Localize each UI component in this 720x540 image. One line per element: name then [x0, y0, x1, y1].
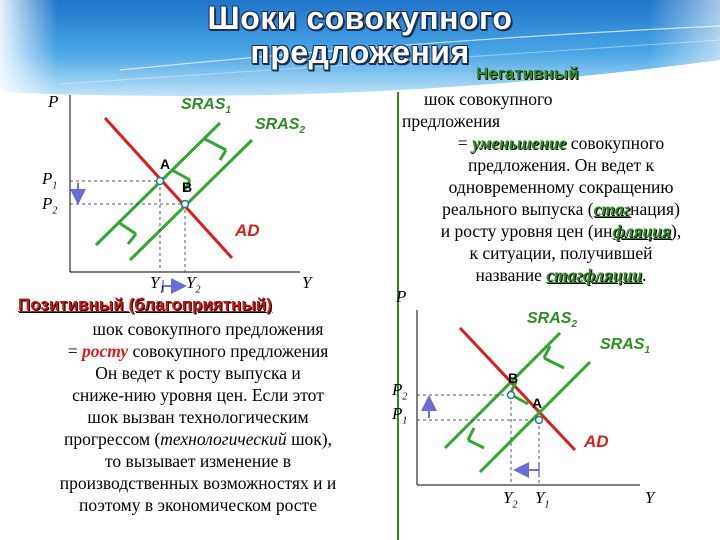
- right-sras2-curve: [445, 333, 560, 448]
- right-sras1-curve: [480, 362, 590, 472]
- left-line-3: Он ведет к росту выпуска и: [95, 363, 301, 383]
- right-line-5: одновременному сокращению: [448, 177, 674, 197]
- left-y2-label: $Y_2$: [186, 273, 201, 296]
- left-sras1-label: $SRAS_1$: [181, 96, 232, 117]
- right-sras1-label: $SRAS_1$: [600, 336, 651, 357]
- left-heading: Позитивный (благоприятный): [18, 295, 272, 314]
- right-p1-label: $P_1$: [392, 404, 408, 427]
- left-graph: [0, 0, 400, 320]
- right-axis-p-label: P: [396, 287, 407, 306]
- left-point-b-label: B: [182, 179, 193, 195]
- left-point-a: [157, 178, 164, 185]
- left-line-2: = росту совокупного предложения: [67, 341, 329, 361]
- left-sras2-label: $SRAS_2$: [255, 116, 306, 137]
- right-line-8: к ситуации, получившей: [469, 243, 653, 263]
- right-line-3: = уменьшение совокупного: [457, 133, 665, 153]
- left-sras2-curve: [130, 140, 252, 260]
- right-guides: [417, 395, 539, 485]
- right-ad-label: AD: [584, 432, 609, 451]
- right-point-a-label: A: [532, 395, 543, 411]
- right-ad-curve: [460, 328, 575, 450]
- right-sras2-label: $SRAS_2$: [527, 310, 578, 331]
- right-line-7: и росту уровня цен (инфляция),: [440, 221, 682, 241]
- left-line-5: шок вызван технологическим: [87, 407, 309, 427]
- left-point-a-label: A: [160, 156, 171, 172]
- slide-title-line1: Шоки совокупного: [207, 0, 513, 36]
- right-shift-arrows: [468, 346, 564, 448]
- left-point-b: [182, 201, 189, 208]
- left-line-4: сниже-нию уровня цен. Если этот: [72, 385, 324, 405]
- slide-title-line2: предложения: [250, 34, 470, 70]
- left-p2-label: $P_2$: [42, 194, 58, 217]
- left-line-8: производственных возможностях и и: [59, 473, 337, 493]
- right-point-b-label: B: [508, 370, 519, 386]
- right-point-a: [536, 417, 543, 424]
- left-line-6: прогрессом (технологический шок),: [64, 429, 332, 449]
- left-axis-y-label: Y: [302, 273, 312, 292]
- right-y2-label: $Y_2$: [503, 488, 518, 511]
- right-point-b: [508, 392, 515, 399]
- right-axis-y-label: Y: [645, 488, 655, 507]
- right-p2-label: $P_2$: [392, 380, 408, 403]
- left-y1-label: $Y_1$: [150, 273, 165, 296]
- right-heading: Негативный: [476, 64, 579, 83]
- left-line-1: шок совокупного предложения: [92, 319, 324, 339]
- left-p1-label: $P_1$: [42, 169, 58, 192]
- left-guides: [70, 181, 185, 272]
- left-ad-label: AD: [235, 221, 260, 240]
- left-paragraph: [0, 318, 396, 516]
- left-axis-p-label: P: [48, 92, 59, 111]
- left-ad-curve: [105, 118, 232, 258]
- right-line-4: предложения. Он ведет к: [467, 155, 655, 175]
- right-line-1: шок совокупного: [424, 89, 553, 109]
- right-line-9: название стагфляции.: [475, 265, 647, 285]
- right-line-6: реального выпуска (стагнация): [442, 199, 680, 219]
- right-line-2: предложения: [402, 111, 501, 131]
- left-line-7: то вызывает изменение в: [105, 451, 291, 471]
- right-y1-label: $Y_1$: [535, 488, 550, 511]
- left-line-9: поэтому в экономическом росте: [79, 495, 317, 515]
- right-paragraph: [402, 88, 720, 286]
